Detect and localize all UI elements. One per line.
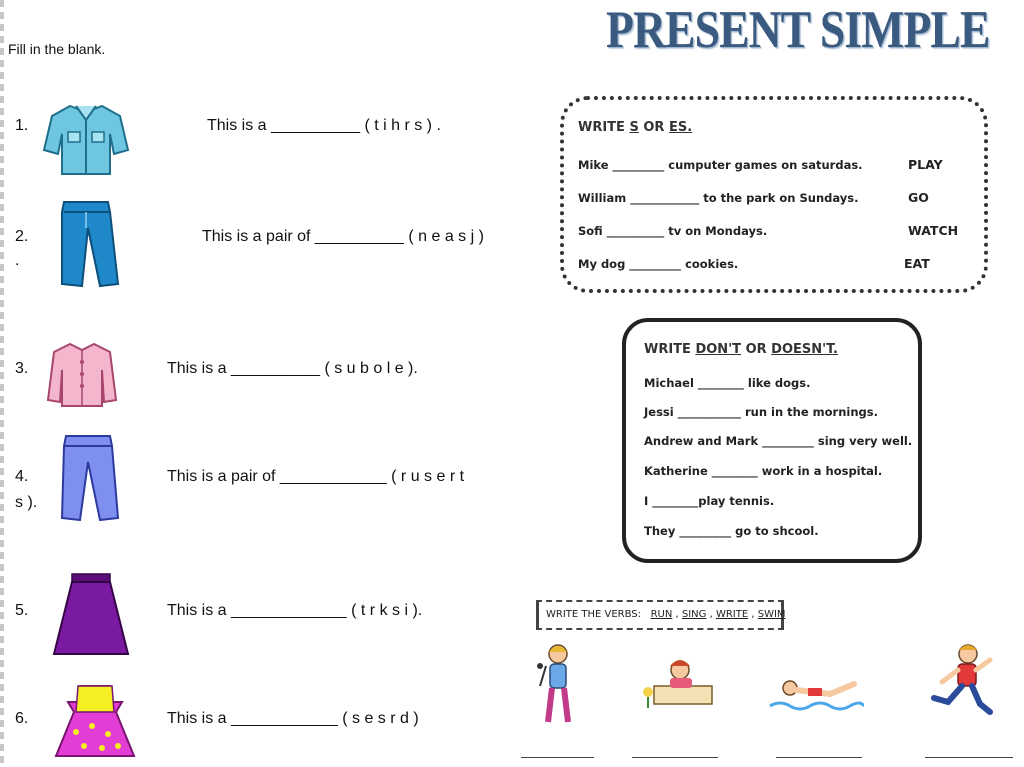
dress-icon xyxy=(52,682,138,760)
dont-doesnt-sentence: They _________ go to shcool. xyxy=(644,524,819,538)
skirt-icon xyxy=(50,570,132,658)
item-text: This is a __________ ( s u b o l e ). xyxy=(167,360,418,377)
trousers-icon xyxy=(56,432,120,524)
item-continuation: . xyxy=(15,252,20,269)
item-text: This is a pair of ____________ ( r u s e r t xyxy=(167,468,465,485)
answer-blank[interactable] xyxy=(521,757,594,758)
item-text: This is a _____________ ( t r k s i ). xyxy=(167,602,423,619)
answer-blank[interactable] xyxy=(925,757,1013,758)
s-es-sentence: Sofi __________ tv on Mondays. xyxy=(578,224,768,238)
s-es-sentence: My dog _________ cookies. xyxy=(578,257,739,271)
shirt-icon xyxy=(40,98,132,180)
page-title: PRESENT SIMPLE xyxy=(606,1,990,59)
item-number: 1. xyxy=(15,117,29,134)
verb-write: WRITE xyxy=(715,609,749,620)
item-text: This is a __________ ( t i h r s ) . xyxy=(207,117,441,134)
dont-doesnt-sentence: I ________play tennis. xyxy=(644,494,775,508)
s-es-sentence: William ____________ to the park on Sundays. xyxy=(578,191,859,205)
dont-doesnt-sentence: Katherine ________ work in a hospital. xyxy=(644,464,883,478)
item-text: This is a ____________ ( s e s r d ) xyxy=(167,710,419,727)
dont-doesnt-sentence: Michael ________ like dogs. xyxy=(644,376,811,390)
write-dont-doesnt-box xyxy=(622,318,922,563)
s-es-verb: GO xyxy=(908,190,929,205)
blouse-icon xyxy=(44,340,120,412)
instruction: Fill in the blank. xyxy=(8,41,106,57)
swimmer-icon xyxy=(768,670,864,720)
s-es-verb: PLAY xyxy=(908,157,943,172)
item-number: 3. xyxy=(15,360,29,377)
write-verbs-banner: WRITE THE VERBS: RUN , SING , WRITE , SWIM xyxy=(536,600,784,630)
item-number: 5. xyxy=(15,602,29,619)
writer-icon xyxy=(640,652,718,710)
item-text: This is a pair of __________ ( n e a s j ) xyxy=(202,228,484,245)
singer-icon xyxy=(532,642,582,726)
item-continuation: s ). xyxy=(15,494,38,511)
item-number: 2. xyxy=(15,228,29,245)
write-s-es-heading: WRITE S OR ES. xyxy=(578,120,693,135)
s-es-sentence: Mike _________ cumputer games on saturdas. xyxy=(578,158,863,172)
verb-run: RUN xyxy=(650,609,673,620)
dont-doesnt-sentence: Jessi ___________ run in the mornings. xyxy=(644,405,878,419)
write-s-es-box xyxy=(560,96,988,293)
s-es-verb: EAT xyxy=(904,256,930,271)
answer-blank[interactable] xyxy=(776,757,862,758)
runner-icon xyxy=(928,642,996,718)
verb-swim: SWIM xyxy=(757,609,786,620)
item-number: 4. xyxy=(15,468,29,485)
item-number: 6. xyxy=(15,710,29,727)
s-es-verb: WATCH xyxy=(908,223,959,238)
verb-sing: SING xyxy=(681,609,707,620)
dont-doesnt-sentence: Andrew and Mark _________ sing very well. xyxy=(644,434,913,448)
write-dont-doesnt-heading: WRITE DON'T OR DOESN'T. xyxy=(644,342,838,357)
write-verbs-label: WRITE THE VERBS: xyxy=(546,609,642,620)
jeans-icon xyxy=(48,198,124,290)
answer-blank[interactable] xyxy=(632,757,718,758)
